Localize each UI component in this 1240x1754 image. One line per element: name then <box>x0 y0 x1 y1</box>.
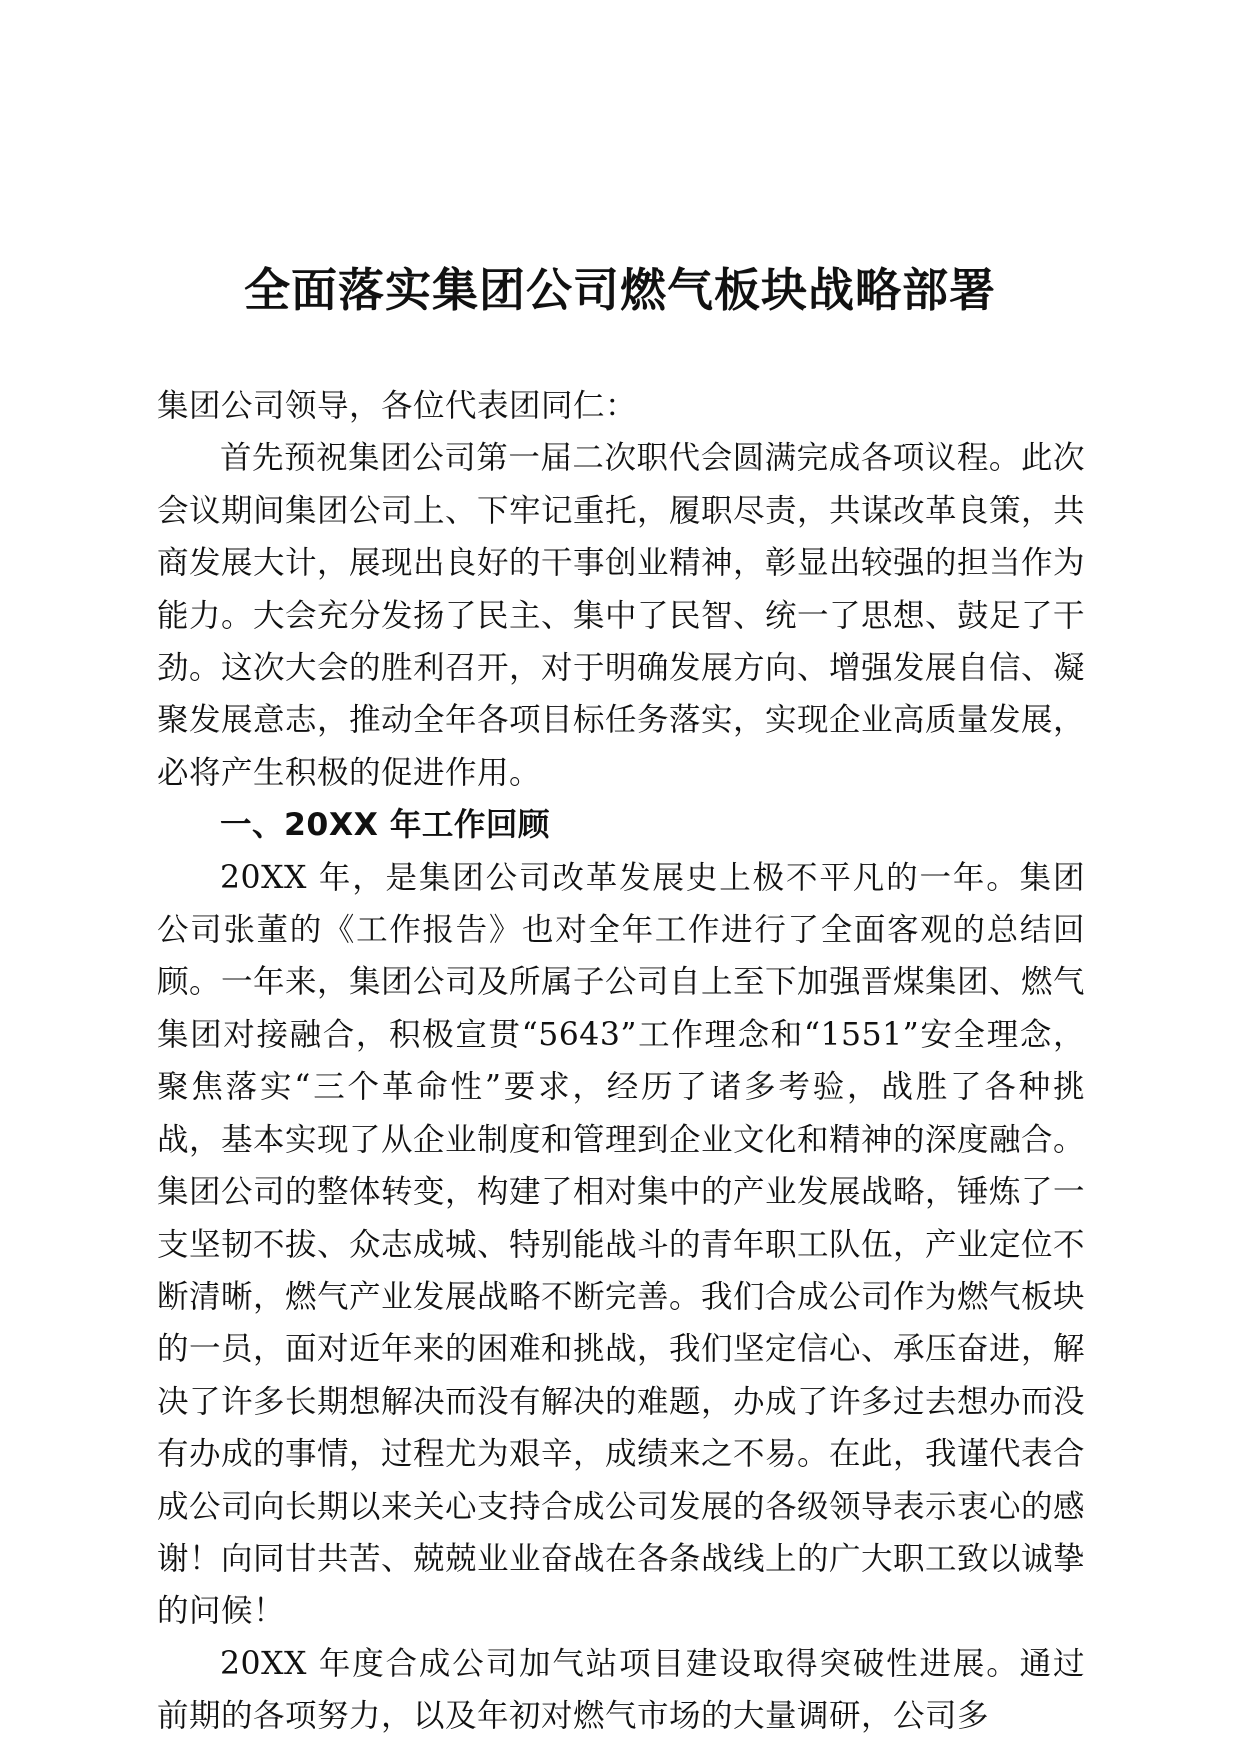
salutation: 集团公司领导，各位代表团同仁： <box>157 388 638 424</box>
document-title: 全面落实集团公司燃气板块战略部署 <box>244 263 996 317</box>
paragraph: 20XX 年，是集团公司改革发展史上极不平凡的一年。集团公司张董的《工作报告》也对全年工作进行了全面客观的总结回顾。一年来，集团公司及所属子公司自上至下加强晋煤集团、燃气集团对接融合，积极宣贯“5643”工作理念和“1551”安全理念，聚焦落实“三个革命性”要求，经历了诸多考验，战胜了各种挑战，基本实现了从企业制度和管理到企业文化和精神的深度融合。集团公司的整体转变，构建了相对集中的产业发展战略，锤炼了一支坚韧不拔、众志成城、特别能战斗的青年职工队伍，产业定位不断清晰，燃气产业发展战略不断完善。我们合成公司作为燃气板块的一员，面对近年来的困难和挑战，我们坚定信心、承压奋进，解决了许多长期想解决而没有解决的难题，办成了许多过去想办而没有办成的事情，过程尤为艰辛，成绩来之不易。在此，我谨代表合成公司向长期以来关心支持合成公司发展的各级领导表示衷心的感谢！向同甘共苦、兢兢业业奋战在各条战线上的广大职工致以诚挚的问候！ <box>157 859 1086 1630</box>
paragraph: 首先预祝集团公司第一届二次职代会圆满完成各项议程。此次会议期间集团公司上、下牢记重托，履职尽责，共谋改革良策，共商发展大计，展现出良好的干事创业精神，彰显出较强的担当作为能力。大会充分发扬了民主、集中了民智、统一了思想、鼓足了干劲。这次大会的胜利召开，对于明确发展方向、增强发展自信、凝聚发展意志，推动全年各项目标任务落实，实现企业高质量发展，必将产生积极的促进作用。 <box>157 440 1086 791</box>
paragraph: 20XX 年度合成公司加气站项目建设取得突破性进展。通过前期的各项努力，以及年初对燃气市场的大量调研，公司多 <box>157 1645 1085 1735</box>
document-body <box>157 380 1085 1743</box>
section-heading: 一、20XX 年工作回顾 <box>220 807 550 844</box>
